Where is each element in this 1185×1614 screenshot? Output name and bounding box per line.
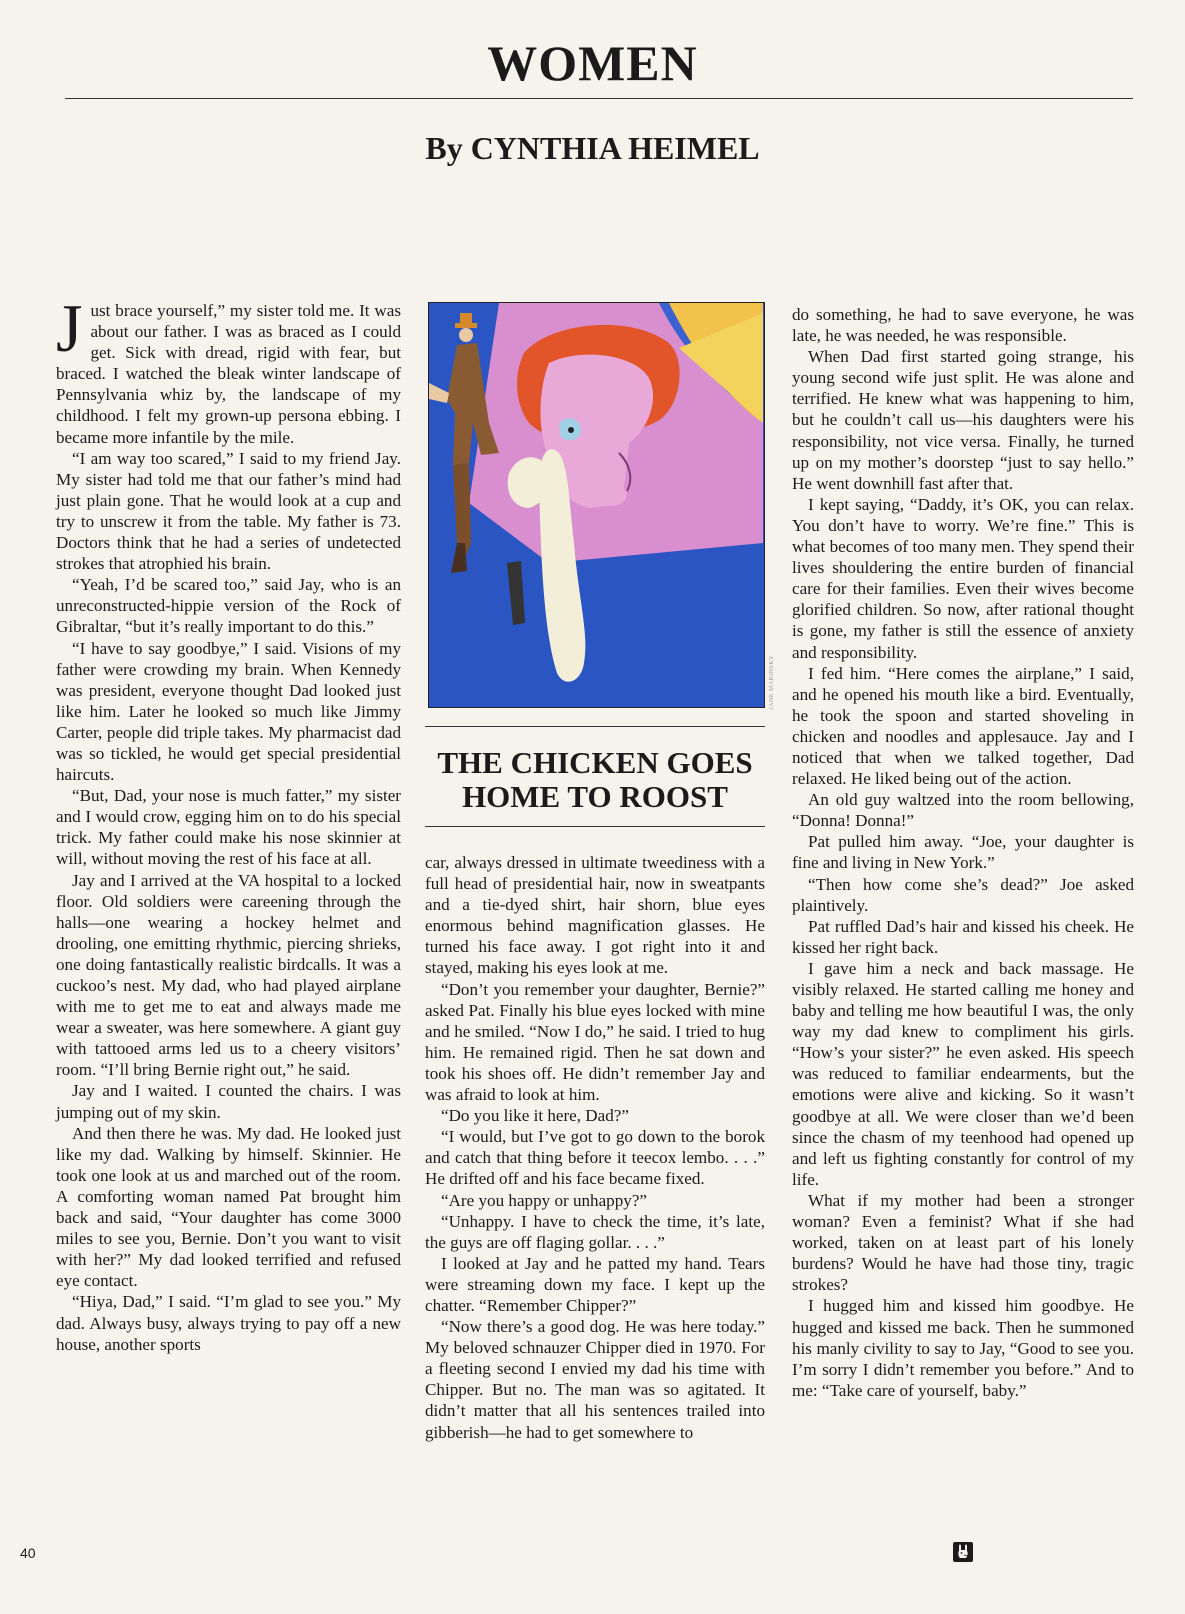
paragraph: When Dad first started going strange, his young second wife just split. He was alone and terrified. He knew what was happening to him, but he couldn’t call us—his daughters were his responsibility, not vice versa. Finally, he turned up on my mother’s doorstep “just to say hello.” He went downhill fast after that. — [792, 347, 1134, 493]
paragraph: “Yeah, I’d be scared too,” said Jay, who is an unreconstructed-hippie version of the Rock of Gibraltar, “but it’s really important to do this.” — [56, 575, 401, 637]
section-title: WOMEN — [487, 35, 698, 91]
paragraph: What if my mother had been a stronger woman? Even a feminist? What if she had worked, taken on at least part of his lonely burdens? Would he have had those tiny, tragic strokes? — [792, 1190, 1134, 1295]
paragraph-text: ust brace yourself,” my sister told me. It was about our father. I was as braced as I could get. Sick with dread, rigid with fear, but braced. I watched the bleak winter landscape of Pennsylvania whiz by, the landscape of my childhood. I felt my grown-up persona ebbing. I became more infantile by the mile. — [56, 301, 401, 447]
subheadline-top-rule — [425, 726, 765, 727]
subheadline — [425, 746, 765, 814]
paragraph: “Now there’s a good dog. He was here today.” My beloved schnauzer Chipper died in 1970. For a fleeting second I envied my dad his time with Chipper. But no. The man was so agitated. It didn’t matter that all his sentences trailed into gibberish—he had to get somewhere to — [425, 1317, 765, 1442]
illustration-credit: JANE MARINSKY — [769, 655, 775, 710]
article-column-3 — [792, 304, 1134, 1401]
paragraph: “Then how come she’s dead?” Joe asked plaintively. — [792, 874, 1134, 915]
subheadline-line: HOME TO ROOST — [462, 779, 728, 814]
paragraph: “I am way too scared,” I said to my friend Jay. My sister had told me that our father’s mind had just plain gone. That he would look at a cup and try to unscrew it from the table. My father is 73. Doctors think that he had a series of undetected strokes that atrophied his brain. — [56, 448, 401, 574]
article-column-1 — [56, 290, 401, 1355]
paragraph: “Don’t you remember your daughter, Bernie?” asked Pat. Finally his blue eyes locked with mine and he smiled. “Now I do,” he said. I tried to hug him. He remained rigid. Then he sat down and took his shoes off. He didn’t remember Jay and was afraid to look at him. — [425, 979, 765, 1105]
subheadline-line: THE CHICKEN GOES — [437, 745, 753, 780]
paragraph: “Unhappy. I have to check the time, it’s late, the guys are off flaging gollar. . . .” — [425, 1211, 765, 1252]
byline: By CYNTHIA HEIMEL — [425, 130, 760, 166]
paragraph: I kept saying, “Daddy, it’s OK, you can relax. You don’t have to worry. We’re fine.” This is what becomes of too many men. They spend their lives shouldering the entire burden of financial care for their families. Even their wives become glorified children. So now, after rational thought is gone, my father is still the essence of anxiety and responsibility. — [792, 494, 1134, 662]
rabbit-head-icon — [953, 1542, 973, 1562]
paragraph: “I would, but I’ve got to go down to the borok and catch that thing before it teecox lembo. . . .” He drifted off and his face became fixed. — [425, 1127, 765, 1189]
paragraph: Jay and I waited. I counted the chairs. I was jumping out of my skin. — [56, 1081, 401, 1122]
paragraph: “Hiya, Dad,” I said. “I’m glad to see you.” My dad. Always busy, always trying to pay off a new house, another sports — [56, 1292, 401, 1354]
subheadline-bottom-rule — [425, 826, 765, 827]
paragraph: Pat ruffled Dad’s hair and kissed his cheek. He kissed her right back. — [792, 916, 1134, 957]
drop-cap: J — [56, 290, 83, 366]
article-illustration — [428, 302, 765, 708]
paragraph: I hugged him and kissed him goodbye. He hugged and kissed me back. Then he summoned his manly civility to say to Jay, “Good to see you. I’m sorry I didn’t remember you before.” And to me: “Take care of yourself, baby.” — [792, 1296, 1134, 1400]
paragraph: do something, he had to save everyone, he was late, he was needed, he was responsible. — [792, 305, 1134, 346]
paragraph: “I have to say goodbye,” I said. Visions of my father were crowding my brain. When Kennedy was president, everyone thought Dad looked just like him. Later he looked so much like Jimmy Carter, people did triple takes. My pharmacist dad was so tickled, he would get special presidential haircuts. — [56, 638, 401, 785]
header-divider — [65, 98, 1133, 99]
paragraph: “Are you happy or unhappy?” — [441, 1190, 648, 1210]
paragraph: Jay and I arrived at the VA hospital to a locked floor. Old soldiers were careening through the halls—one wearing a hockey helmet and drooling, one emitting rhythmic, piercing shrieks, one doing fantastically realistic birdcalls. It was a cuckoo’s nest. My dad, who had played airplane with me to get me to eat and always made me wear a sweater, was here somewhere. A giant guy with tattooed arms led us to a cheery visitors’ room. “I’ll bring Bernie right out,” he said. — [56, 870, 401, 1080]
page-number: 40 — [20, 1545, 36, 1561]
paragraph: Pat pulled him away. “Joe, your daughter is fine and living in New York.” — [792, 832, 1134, 873]
woman-and-father-illustration — [429, 303, 763, 706]
article-column-2 — [425, 852, 765, 1443]
paragraph — [56, 290, 401, 448]
paragraph: “Do you like it here, Dad?” — [441, 1106, 629, 1126]
paragraph: I looked at Jay and he patted my hand. Tears were streaming down my face. I kept up the chatter. “Remember Chipper?” — [425, 1253, 765, 1315]
paragraph: An old guy waltzed into the room bellowing, “Donna! Donna!” — [792, 790, 1134, 831]
paragraph: And then there he was. My dad. He looked just like my dad. Walking by himself. Skinnier. He took one look at us and marched out of the room. A comforting woman named Pat brought him back and said, “Your daughter has come 3000 miles to see you, Bernie. Don’t you want to visit with her?” My dad looked terrified and refused eye contact. — [56, 1123, 401, 1291]
paragraph: “But, Dad, your nose is much fatter,” my sister and I would crow, egging him on to do his special trick. My father could make his nose skinnier at will, without moving the rest of his face at all. — [56, 786, 401, 869]
paragraph: I fed him. “Here comes the airplane,” I said, and he opened his mouth like a bird. Eventually, he took the spoon and started shoveling in chicken and noodles and applesauce. Jay and I noticed that when we talked together, Dad relaxed. He liked being out of the action. — [792, 663, 1134, 789]
paragraph: I gave him a neck and back massage. He visibly relaxed. He started calling me honey and baby and telling me how beautiful I was, the only way my dad knew to compliment his girls. “How’s your sister?” he even asked. His speech was reduced to familiar endearments, but the emotions were alive and kicking. So it wasn’t goodbye at all. We were closer than we’d been since the chasm of my teenhood had opened up and left us fighting constantly for control of my life. — [792, 958, 1134, 1189]
paragraph: car, always dressed in ultimate tweediness with a full head of presidential hair, now in sweatpants and a tie-dyed shirt, hair shorn, blue eyes enormous behind magnification glasses. He turned his face away. I got right into it and stayed, making his eyes look at me. — [425, 853, 765, 978]
